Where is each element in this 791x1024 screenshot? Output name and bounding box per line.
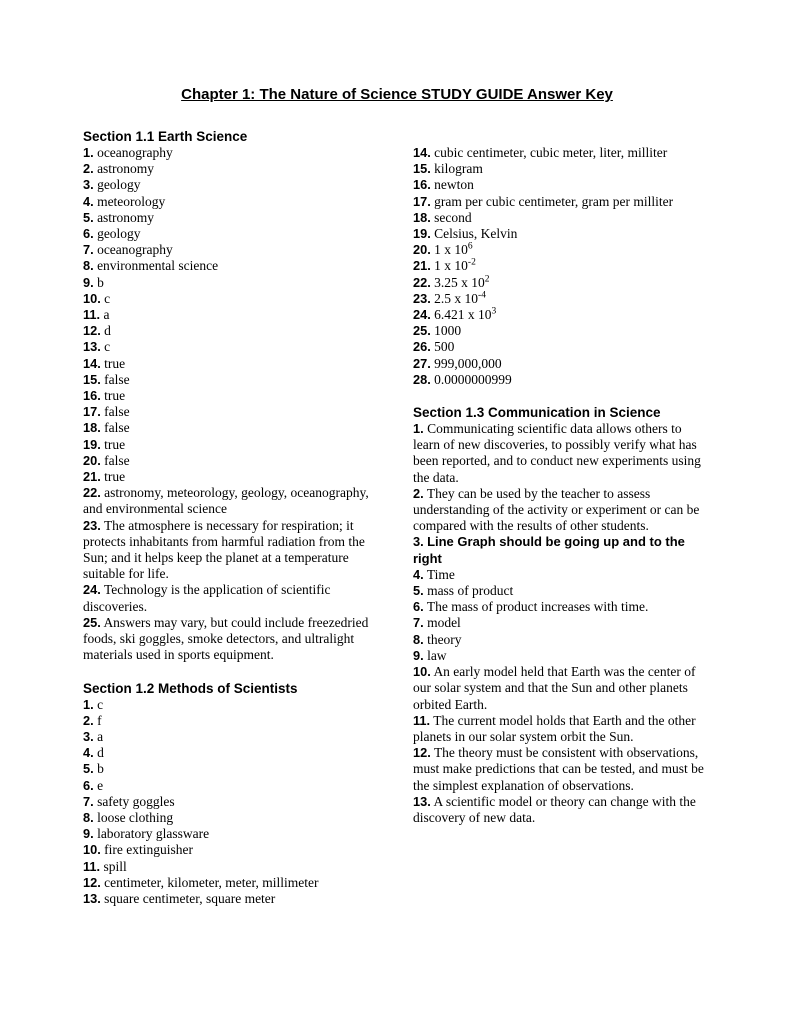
item-text: e xyxy=(97,777,104,793)
item-number: 4. xyxy=(83,193,94,209)
item-text: A scientific model or theory can change with the discovery of new data. xyxy=(413,793,696,825)
item-text: d xyxy=(104,323,111,339)
answer-item xyxy=(83,794,389,810)
item-text: The atmosphere is necessary for respiration; it protects inhabitants from harmful radiation from the Sun; and it helps keep the planet at a temperature suitable for life. xyxy=(83,517,365,582)
answer-item xyxy=(83,453,389,469)
section-block xyxy=(83,680,389,908)
item-text: 1000 xyxy=(434,323,462,339)
item-text: oceanography xyxy=(97,145,173,160)
item-text: An early model held that Earth was the center of our solar system and that the Sun and other planets orbited Earth. xyxy=(413,664,696,712)
answer-item xyxy=(83,258,389,274)
answer-item xyxy=(413,583,711,599)
answer-item xyxy=(83,242,389,258)
item-text: spill xyxy=(103,858,127,874)
item-text: false xyxy=(104,371,130,387)
section-block xyxy=(413,404,711,826)
answer-item xyxy=(83,291,389,307)
exponent: 6 xyxy=(467,241,473,252)
item-number: 8. xyxy=(83,809,94,825)
item-text: 500 xyxy=(434,339,455,355)
item-text: true xyxy=(104,436,126,452)
answer-item xyxy=(413,291,711,307)
item-number: 9. xyxy=(83,826,94,842)
answer-item xyxy=(83,713,389,729)
item-number: 21. xyxy=(413,258,431,274)
answer-item xyxy=(83,307,389,323)
answer-item xyxy=(413,372,711,388)
item-text: astronomy, meteorology, geology, oceanography, and environmental science xyxy=(83,485,369,517)
answer-item xyxy=(83,469,389,485)
right-column xyxy=(413,128,711,826)
answer-item xyxy=(83,761,389,777)
two-column-layout xyxy=(83,128,711,907)
item-number: 14. xyxy=(413,145,431,160)
item-number: 24. xyxy=(413,307,431,323)
answer-item xyxy=(413,599,711,615)
answer-item xyxy=(413,145,711,161)
answer-item xyxy=(83,404,389,420)
section-heading: Section 1.2 Methods of Scientists xyxy=(83,680,298,696)
item-number: 7. xyxy=(83,242,94,258)
answer-item xyxy=(413,421,711,486)
item-number: 8. xyxy=(83,258,94,274)
item-text: safety goggles xyxy=(97,793,175,809)
item-number: 5. xyxy=(83,209,94,225)
answer-item xyxy=(83,826,389,842)
item-text: Technology is the application of scientific discoveries. xyxy=(83,582,331,614)
answer-item xyxy=(413,161,711,177)
answer-item xyxy=(83,177,389,193)
item-number: 15. xyxy=(83,371,101,387)
answer-item xyxy=(83,161,389,177)
item-text: a xyxy=(97,728,104,744)
item-text: b xyxy=(97,761,104,777)
item-number: 23. xyxy=(83,517,101,533)
item-text: Communicating scientific data allows others to learn of new discoveries, to possibly verify what has been reported, and to conduct new experiments using the data. xyxy=(413,421,701,485)
answer-item xyxy=(413,567,711,583)
item-number: 1. xyxy=(83,145,94,160)
answer-item xyxy=(413,794,711,826)
item-number: 12. xyxy=(83,323,101,339)
item-number: 13. xyxy=(413,793,431,809)
item-text: a xyxy=(103,307,110,323)
answer-item xyxy=(83,226,389,242)
answer-item xyxy=(83,372,389,388)
item-text: Answers may vary, but could include freezedried foods, ski goggles, smoke detectors, and ultralight materials used in sports equipment. xyxy=(83,614,369,663)
item-number: 19. xyxy=(413,226,431,242)
answer-item xyxy=(413,258,711,274)
item-text: true xyxy=(104,388,126,404)
item-text: geology xyxy=(97,177,141,193)
item-text: false xyxy=(104,404,130,420)
item-number: 20. xyxy=(413,242,431,258)
item-number: 8. xyxy=(413,631,424,647)
item-text: law xyxy=(427,647,447,663)
item-text: fire extinguisher xyxy=(104,842,194,858)
answer-item xyxy=(83,437,389,453)
item-text: d xyxy=(97,745,104,761)
item-number: 1. xyxy=(413,421,424,437)
item-text: The current model holds that Earth and the other planets in our solar system orbit the Sun. xyxy=(413,712,696,744)
answer-item xyxy=(413,745,711,794)
item-text: true xyxy=(104,469,126,485)
item-text: kilogram xyxy=(434,161,483,177)
item-text: 2.5 x 10 xyxy=(434,290,479,306)
item-number: 9. xyxy=(83,274,94,290)
item-number: 20. xyxy=(83,452,101,468)
item-number: 11. xyxy=(83,307,101,323)
item-text: 3.25 x 10 xyxy=(434,274,485,290)
item-text: c xyxy=(104,339,111,355)
item-text: astronomy xyxy=(97,161,155,177)
answer-item xyxy=(413,323,711,339)
answer-item xyxy=(83,729,389,745)
item-text: cubic centimeter, cubic meter, liter, milliter xyxy=(434,145,668,160)
item-text: geology xyxy=(97,226,141,242)
item-number: 6. xyxy=(83,226,94,242)
item-number: 9. xyxy=(413,647,424,663)
item-number: 18. xyxy=(413,209,431,225)
item-text: model xyxy=(427,615,461,631)
item-text: The theory must be consistent with observations, must make predictions that can be tested, and must be the simplest explanation of observations. xyxy=(413,745,704,793)
item-number: 2. xyxy=(83,161,94,177)
section-heading: Section 1.3 Communication in Science xyxy=(413,405,661,421)
item-number: 12. xyxy=(413,745,431,761)
item-text: environmental science xyxy=(97,258,219,274)
item-number: 6. xyxy=(413,599,424,615)
answer-item xyxy=(413,194,711,210)
exponent: -4 xyxy=(478,290,486,301)
item-text: loose clothing xyxy=(97,809,174,825)
item-text: They can be used by the teacher to assess understanding of the activity or experiment or can be compared with the results of other students. xyxy=(413,485,700,534)
item-number: 11. xyxy=(83,858,101,874)
answer-item xyxy=(413,275,711,291)
item-number: 16. xyxy=(83,388,101,404)
answer-item xyxy=(83,275,389,291)
answer-item xyxy=(413,534,711,566)
answer-item xyxy=(413,632,711,648)
item-number: 22. xyxy=(413,274,431,290)
item-text: oceanography xyxy=(97,242,173,258)
item-number: 21. xyxy=(83,469,101,485)
answer-item xyxy=(83,697,389,713)
item-text: centimeter, kilometer, meter, millimeter xyxy=(104,874,319,890)
item-number: 10. xyxy=(413,664,431,680)
answer-item xyxy=(413,615,711,631)
answer-item xyxy=(83,842,389,858)
answer-item xyxy=(83,388,389,404)
item-number: 13. xyxy=(83,890,101,906)
item-number: 16. xyxy=(413,177,431,193)
answer-item xyxy=(83,810,389,826)
item-number: 19. xyxy=(83,436,101,452)
answer-item xyxy=(83,356,389,372)
answer-item xyxy=(83,210,389,226)
item-number: 18. xyxy=(83,420,101,436)
item-number: 7. xyxy=(413,615,424,631)
item-number: 26. xyxy=(413,339,431,355)
item-number: 11. xyxy=(413,712,431,728)
item-text: meteorology xyxy=(97,193,166,209)
answer-item xyxy=(83,859,389,875)
item-number: 1. xyxy=(83,696,94,712)
document-title: Chapter 1: The Nature of Science STUDY GUIDE Answer Key xyxy=(181,86,613,103)
item-number: 24. xyxy=(83,582,101,598)
item-number: 5. xyxy=(413,583,424,599)
item-number: 28. xyxy=(413,371,431,387)
item-number: 14. xyxy=(83,355,101,371)
item-text: Celsius, Kelvin xyxy=(434,226,518,242)
item-text: newton xyxy=(434,177,474,193)
item-text: 0.0000000999 xyxy=(434,371,512,387)
answer-item xyxy=(83,194,389,210)
answer-item xyxy=(413,177,711,193)
answer-item xyxy=(83,518,389,583)
item-text: astronomy xyxy=(97,209,155,225)
answer-item xyxy=(413,210,711,226)
answer-item xyxy=(413,226,711,242)
answer-item xyxy=(83,339,389,355)
section-block xyxy=(83,128,389,664)
answer-item xyxy=(413,648,711,664)
item-text: mass of product xyxy=(427,583,514,599)
answer-item xyxy=(83,615,389,664)
section-block xyxy=(413,145,711,388)
item-text: square centimeter, square meter xyxy=(104,890,276,906)
item-number: 2. xyxy=(83,712,94,728)
item-number: 3. xyxy=(83,177,94,193)
answer-item xyxy=(83,485,389,517)
item-text: false xyxy=(104,420,130,436)
answer-item xyxy=(413,339,711,355)
item-text: second xyxy=(434,209,472,225)
answer-item xyxy=(83,745,389,761)
item-number: 10. xyxy=(83,290,101,306)
item-text: 999,000,000 xyxy=(434,355,502,371)
item-text: The mass of product increases with time. xyxy=(426,599,649,615)
item-number: 4. xyxy=(413,566,424,582)
answer-item xyxy=(413,307,711,323)
item-number: 3. xyxy=(413,534,424,550)
item-number: 12. xyxy=(83,874,101,890)
section-heading: Section 1.1 Earth Science xyxy=(83,129,248,144)
item-number: 4. xyxy=(83,745,94,761)
item-text: 6.421 x 10 xyxy=(434,307,492,323)
item-text: Line Graph should be going up and to the right xyxy=(413,534,685,566)
item-text: true xyxy=(104,355,126,371)
item-text: c xyxy=(97,696,104,712)
answer-item xyxy=(83,145,389,161)
item-number: 15. xyxy=(413,161,431,177)
exponent: 2 xyxy=(484,274,490,285)
item-number: 17. xyxy=(413,193,431,209)
item-text: 1 x 10 xyxy=(434,258,468,274)
item-text: 1 x 10 xyxy=(434,242,468,258)
item-number: 2. xyxy=(413,485,424,501)
item-number: 7. xyxy=(83,793,94,809)
item-number: 27. xyxy=(413,355,431,371)
item-text: f xyxy=(97,712,102,728)
item-number: 25. xyxy=(413,323,431,339)
answer-item xyxy=(83,323,389,339)
item-text: c xyxy=(104,290,111,306)
answer-item xyxy=(413,664,711,713)
item-number: 13. xyxy=(83,339,101,355)
answer-item xyxy=(83,420,389,436)
item-text: b xyxy=(97,274,104,290)
answer-item xyxy=(413,486,711,535)
item-text: laboratory glassware xyxy=(97,826,210,842)
item-text: gram per cubic centimeter, gram per milliter xyxy=(434,193,674,209)
answer-item xyxy=(413,713,711,745)
item-text: false xyxy=(104,452,130,468)
item-number: 25. xyxy=(83,614,101,630)
item-number: 5. xyxy=(83,761,94,777)
item-text: theory xyxy=(427,631,462,647)
answer-item xyxy=(413,242,711,258)
item-number: 22. xyxy=(83,485,101,501)
exponent: 3 xyxy=(491,306,497,317)
exponent: -2 xyxy=(467,257,476,268)
answer-item xyxy=(83,891,389,907)
item-number: 3. xyxy=(83,728,94,744)
item-number: 6. xyxy=(83,777,94,793)
answer-item xyxy=(413,356,711,372)
item-number: 17. xyxy=(83,404,101,420)
left-column xyxy=(83,128,389,907)
item-text: Time xyxy=(426,566,455,582)
item-number: 10. xyxy=(83,842,101,858)
answer-item xyxy=(83,875,389,891)
answer-item xyxy=(83,778,389,794)
answer-item xyxy=(83,582,389,614)
item-number: 23. xyxy=(413,290,431,306)
